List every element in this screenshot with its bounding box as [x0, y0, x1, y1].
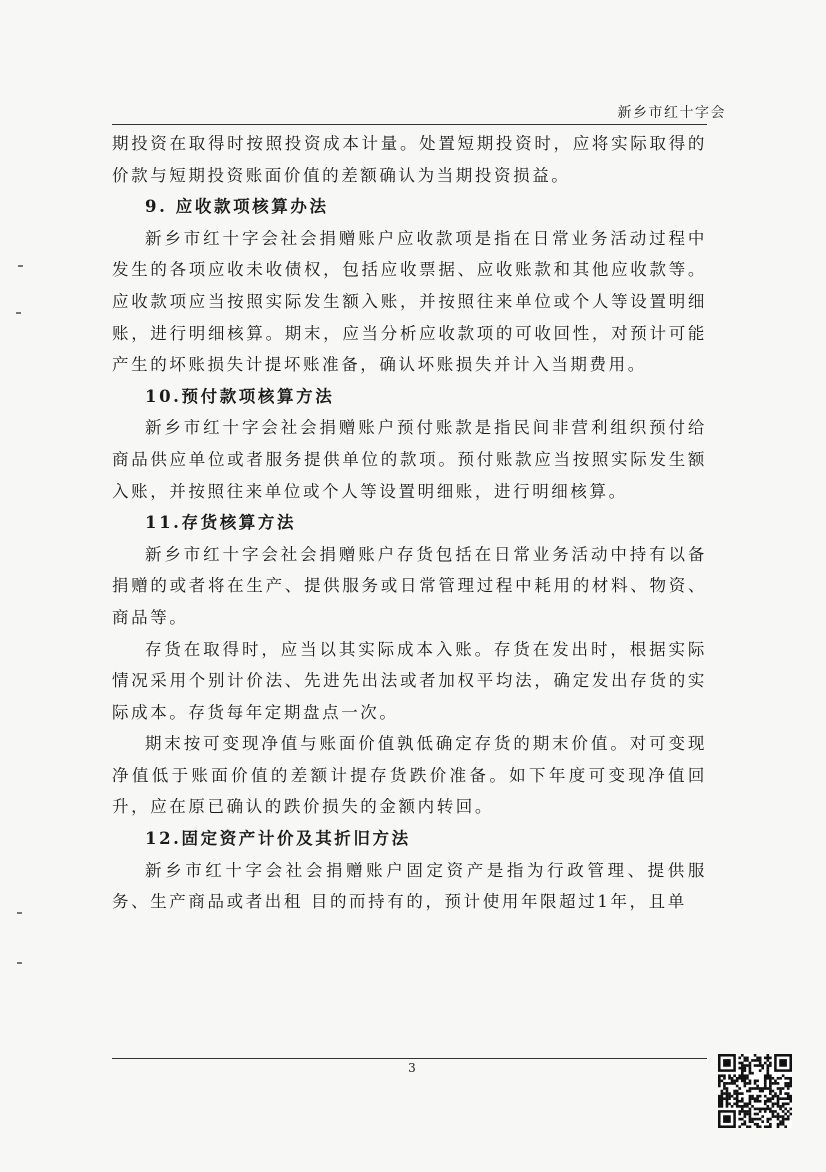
section-heading-11: 11.存货核算方法: [145, 513, 297, 533]
scan-speck: [17, 912, 22, 914]
scan-speck: [18, 265, 23, 267]
paragraph-short-term-investment: 期投资在取得时按照投资成本计量。处置短期投资时，应将实际取得的价款与短期投资账面价值的差额确认为当期投资损益。: [112, 134, 707, 185]
scan-speck: [17, 962, 22, 964]
footer-divider: [112, 1058, 707, 1059]
section-heading-10: 10.预付款项核算方法: [145, 386, 335, 406]
paragraph-prepayments: 新乡市红十字会社会捐赠账户预付账款是指民间非营利组织预付给商品供应单位或者服务提供单位的款项。预付账款应当按照实际发生额入账，并按照往来单位或个人等设置明细账，进行明细核算。: [112, 418, 707, 501]
section-heading-12: 12.固定资产计价及其折旧方法: [145, 829, 411, 849]
paragraph-inventory-definition: 新乡市红十字会社会捐赠账户存货包括在日常业务活动中持有以备捐赠的或者将在生产、提供服务或日常管理过程中耗用的材料、物资、商品等。: [112, 544, 707, 627]
paragraph-inventory-valuation: 期末按可变现净值与账面价值孰低确定存货的期末价值。对可变现净值低于账面价值的差额计提存货跌价准备。如下年度可变现净值回升，应在原已确认的跌价损失的金额内转回。: [112, 734, 707, 817]
header-divider: [112, 124, 707, 125]
scan-speck: [16, 312, 21, 314]
header-organization-name: 新乡市红十字会: [617, 105, 726, 121]
page-number: 3: [408, 1061, 416, 1075]
qr-code-icon: [718, 1054, 792, 1128]
section-heading-9: 9. 应收款项核算办法: [145, 197, 329, 217]
document-body: [112, 128, 707, 918]
paragraph-fixed-assets: 新乡市红十字会社会捐赠账户固定资产是指为行政管理、提供服务、生产商品或者出租 目的而持有的，预计使用年限超过1年，且单: [112, 860, 707, 912]
paragraph-receivables: 新乡市红十字会社会捐赠账户应收款项是指在日常业务活动过程中发生的各项应收未收债权，包括应收票据、应收账款和其他应收款等。应收款项应当按照实际发生额入账，并按照往来单位或个人等设置明细账，进行明细核算。期末，应当分析应收款项的可收回性，对预计可能产生的坏账损失计提坏账准备，确认坏账损失并计入当期费用。: [112, 228, 707, 375]
paragraph-inventory-cost: 存货在取得时，应当以其实际成本入账。存货在发出时，根据实际情况采用个别计价法、先进先出法或者加权平均法，确定发出存货的实际成本。存货每年定期盘点一次。: [112, 639, 707, 722]
